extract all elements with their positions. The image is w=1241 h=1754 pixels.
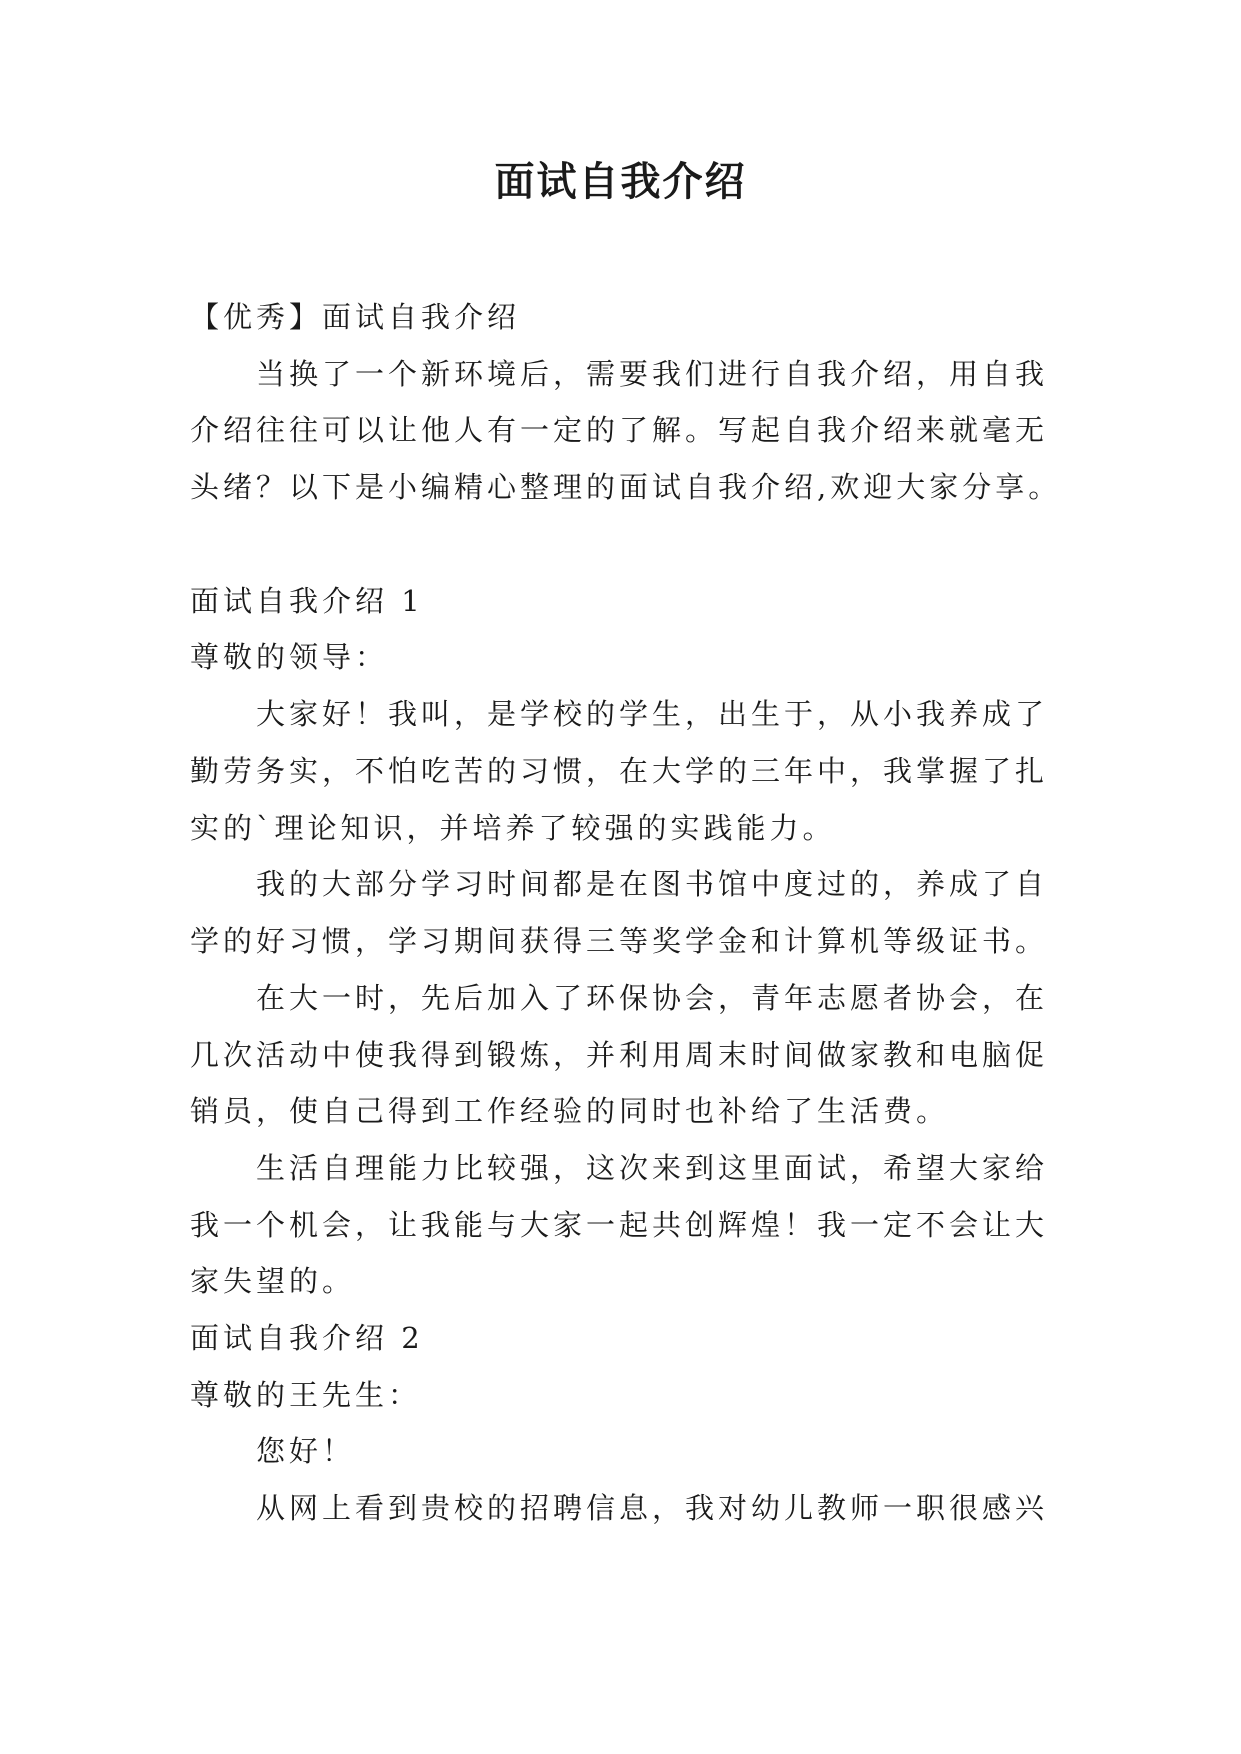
- section-heading: 面试自我介绍 1: [190, 584, 424, 618]
- paragraph-line: 介绍往往可以让他人有一定的了解。写起自我介绍来就毫无: [190, 413, 1049, 447]
- paragraph-line: 在大一时，先后加入了环保协会，青年志愿者协会，在: [256, 981, 1049, 1015]
- page-title: 面试自我介绍: [494, 159, 747, 205]
- subtitle-line: 【优秀】面试自我介绍: [190, 300, 521, 334]
- paragraph-line: 勤劳务实，不怕吃苦的习惯，在大学的三年中，我掌握了扎: [190, 754, 1049, 788]
- paragraph-line: 销员，使自己得到工作经验的同时也补给了生活费。: [190, 1094, 950, 1128]
- salutation: 尊敬的领导：: [190, 640, 389, 674]
- paragraph-line: 实的`理论知识，并培养了较强的实践能力。: [190, 811, 836, 845]
- section-heading: 面试自我介绍 2: [190, 1321, 424, 1355]
- salutation: 尊敬的王先生：: [190, 1378, 422, 1412]
- paragraph-line: 当换了一个新环境后，需要我们进行自我介绍，用自我: [256, 357, 1049, 391]
- paragraph-line: 家失望的。: [190, 1264, 356, 1298]
- paragraph-line: 几次活动中使我得到锻炼，并利用周末时间做家教和电脑促: [190, 1038, 1049, 1072]
- paragraph-line: 我的大部分学习时间都是在图书馆中度过的，养成了自: [256, 867, 1049, 901]
- paragraph-line: 生活自理能力比较强，这次来到这里面试，希望大家给: [256, 1151, 1049, 1185]
- paragraph-line: 我一个机会，让我能与大家一起共创辉煌！我一定不会让大: [190, 1208, 1049, 1242]
- greeting: 您好！: [256, 1434, 356, 1468]
- paragraph-line: 学的好习惯，学习期间获得三等奖学金和计算机等级证书。: [190, 924, 1049, 958]
- paragraph-line: 大家好！我叫，是学校的学生，出生于，从小我养成了: [256, 697, 1049, 731]
- paragraph-line: 从网上看到贵校的招聘信息，我对幼儿教师一职很感兴: [256, 1491, 1049, 1525]
- paragraph-line: 头绪？以下是小编精心整理的面试自我介绍,欢迎大家分享。: [190, 470, 1062, 504]
